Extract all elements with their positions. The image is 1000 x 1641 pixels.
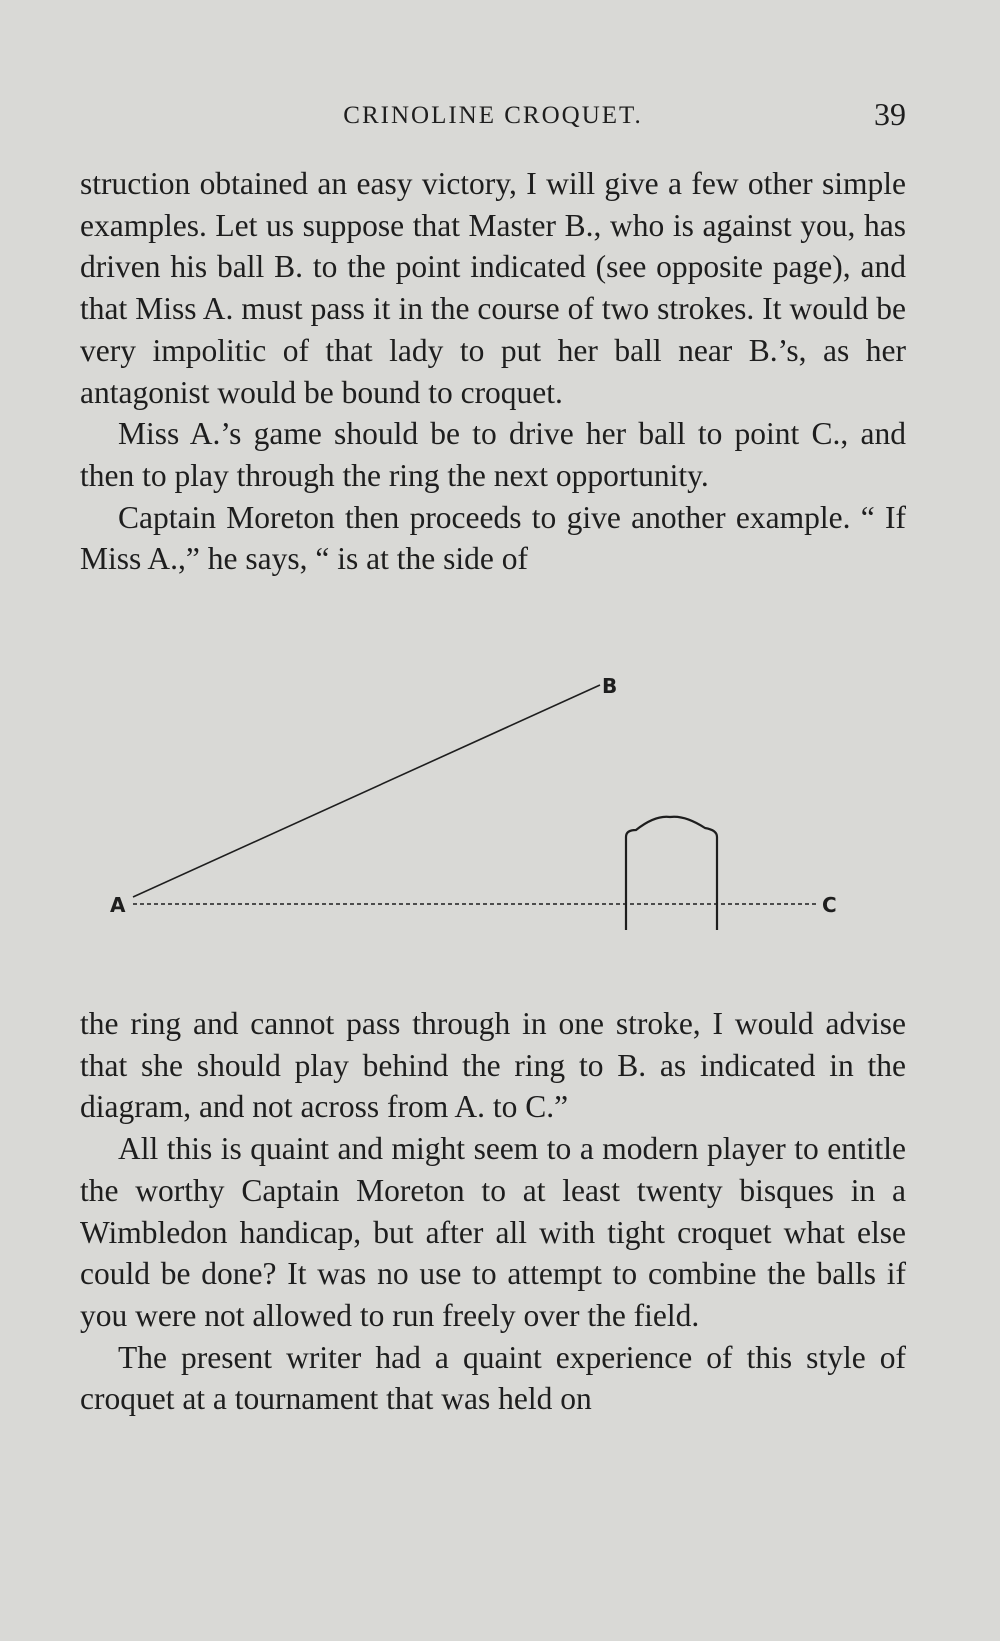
text-block-after-diagram xyxy=(80,1003,906,1420)
paragraph: All this is quaint and might seem to a modern player to entitle the worthy Captain Moreton to at least twenty bisques in a Wimbledon handicap, but after all with tight croquet what else could be done? It was no use to attempt to combine the balls if you were not allowed to run freely over the field. xyxy=(80,1131,906,1333)
page-number: 39 xyxy=(874,96,906,132)
running-title: CRINOLINE CROQUET. xyxy=(343,102,643,129)
paragraph: the ring and cannot pass through in one stroke, I would advise that she should play behind the ring to B. as indicated in the diagram, and not across from A. to C.” xyxy=(80,1006,906,1125)
text-block-before-diagram xyxy=(80,163,906,580)
croquet-diagram xyxy=(100,674,880,980)
paragraph: struction obtained an easy victory, I will give a few other simple examples. Let us suppose that Master B., who is against you, has driven his ball B. to the point indicated (see opposite page), and that Miss A. must pass it in the course of two strokes. It would be very impolitic of that lady to put her ball near B.’s, as her antagonist would be bound to croquet. xyxy=(80,166,906,410)
point-c-label: C xyxy=(822,893,837,917)
line-a-to-b xyxy=(133,685,600,897)
point-a-label: A xyxy=(110,893,126,917)
paragraph: Captain Moreton then proceeds to give another example. “ If Miss A.,” he says, “ is at the side of xyxy=(80,499,906,577)
paragraph: The present writer had a quaint experience of this style of croquet at a tournament that was held on xyxy=(80,1339,906,1417)
croquet-hoop xyxy=(626,817,717,930)
running-head xyxy=(80,96,906,140)
paragraph: Miss A.’s game should be to drive her ball to point C., and then to play through the ring the next opportunity. xyxy=(80,416,906,493)
point-b-label: B xyxy=(602,674,618,698)
